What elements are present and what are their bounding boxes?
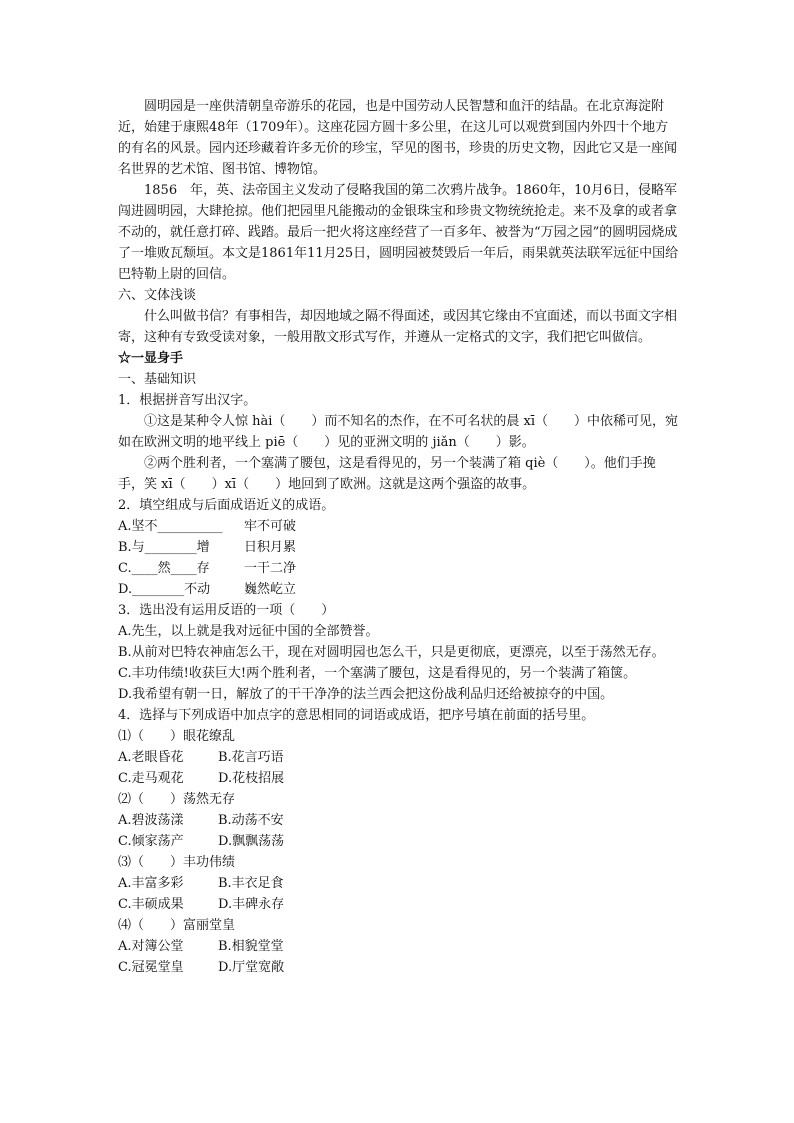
q4-group-2-row-1 bbox=[118, 810, 680, 831]
q1-title: 1．根据拼音写出汉字。 bbox=[118, 393, 257, 408]
q4-group-3-row-1 bbox=[118, 873, 680, 894]
q3-title: 3．选出没有运用反语的一项（ ） bbox=[118, 603, 335, 618]
q2-row-d-right: 巍然屹立 bbox=[244, 582, 297, 597]
q4-group-2-option-c: C.倾家荡产 bbox=[118, 834, 184, 849]
q4-group-2-option-d: D.飘飘荡荡 bbox=[218, 834, 285, 849]
q4-group-1-head: ⑴（ ）眼花缭乱 bbox=[118, 729, 236, 744]
q2-row-d bbox=[118, 579, 680, 600]
section-heading-show: ☆一显身手 bbox=[118, 351, 184, 366]
q1-item-2: ②两个胜利者，一个塞满了腰包，这是看得见的，另一个装满了箱 qiè（ ）。他们手挽手，笑 xī（ ）xī（ ）地回到了欧洲。这就是这两个强盗的故事。 bbox=[118, 456, 656, 492]
q4-group-2-option-b: B.动荡不安 bbox=[218, 813, 284, 828]
q4-group-1-option-b: B.花言巧语 bbox=[218, 750, 284, 765]
q4-group-1-row-2 bbox=[118, 768, 680, 789]
paragraph-intro: 圆明园是一座供清朝皇帝游乐的花园，也是中国劳动人民智慧和血汗的结晶。在北京海淀附近，始建于康熙48年（1709年）。这座花园方圆十多公里，在这儿可以观赏到国内外四十个地方的有名的风景。园内还珍藏着许多无价的珍宝，罕见的图书，珍贵的历史文物，因此它又是一座闻名世界的艺术馆、图书馆、博物馆。 bbox=[118, 99, 678, 177]
paragraph-letter-definition: 什么叫做书信？有事相告，却因地域之隔不得面述，或因其它缘由不宜面述，而以书面文字相寄，这种有专致受读对象，一般用散文形式写作，并遵从一定格式的文字，我们把它叫做信。 bbox=[118, 309, 678, 345]
q2-row-a-left: A.坚不__________ bbox=[118, 519, 223, 534]
q4-group-2-head: ⑵（ ）荡然无存 bbox=[118, 792, 236, 807]
document-page bbox=[118, 96, 680, 978]
q1-item-1: ①这是某种令人惊 hài（ ）而不知名的杰作，在不可名状的晨 xī（ ）中依稀可见，宛如在欧洲文明的地平线上 piē（ ）见的亚洲文明的 jiǎn（ ）影。 bbox=[118, 414, 679, 450]
q4-group-2-option-a: A.碧波荡漾 bbox=[118, 813, 184, 828]
q2-row-c bbox=[118, 558, 680, 579]
q2-row-b-right: 日积月累 bbox=[244, 540, 297, 555]
section-heading-basic: 一、基础知识 bbox=[118, 372, 197, 387]
q2-title: 2．填空组成与后面成语近义的成语。 bbox=[118, 498, 335, 513]
q4-group-3-option-c: C.丰硕成果 bbox=[118, 897, 184, 912]
q4-group-1-option-a: A.老眼昏花 bbox=[118, 750, 184, 765]
q4-group-4-option-c: C.冠冕堂皇 bbox=[118, 960, 184, 975]
q4-group-3-option-a: A.丰富多彩 bbox=[118, 876, 184, 891]
q3-option-c: C.丰功伟绩!收获巨大!两个胜利者，一个塞满了腰包，这是看得见的，另一个装满了箱箧。 bbox=[118, 666, 637, 681]
q4-group-3-row-2 bbox=[118, 894, 680, 915]
q4-group-1-option-c: C.走马观花 bbox=[118, 771, 184, 786]
q2-row-a-right: 牢不可破 bbox=[244, 519, 297, 534]
q3-option-b: B.从前对巴特农神庙怎么干，现在对圆明园也怎么干，只是更彻底，更漂亮，以至于荡然无存。 bbox=[118, 645, 665, 660]
q4-group-3-option-b: B.丰衣足食 bbox=[218, 876, 284, 891]
q4-group-1-row-1 bbox=[118, 747, 680, 768]
q4-group-4-option-a: A.对簿公堂 bbox=[118, 939, 184, 954]
q3-option-d: D.我希望有朝一日，解放了的干干净净的法兰西会把这份战利品归还给被掠夺的中国。 bbox=[118, 687, 614, 702]
q2-row-c-left: C.____然____存 bbox=[118, 561, 210, 576]
section-heading-style: 六、文体浅谈 bbox=[118, 288, 197, 303]
q4-group-4-head: ⑷（ ）富丽堂皇 bbox=[118, 918, 236, 933]
q2-row-c-right: 一干二净 bbox=[244, 561, 297, 576]
q4-title: 4．选择与下列成语中加点字的意思相同的词语或成语，把序号填在前面的括号里。 bbox=[118, 708, 595, 723]
q2-row-d-left: D.________不动 bbox=[118, 582, 211, 597]
q4-group-4-row-1 bbox=[118, 936, 680, 957]
q2-row-a bbox=[118, 516, 680, 537]
paragraph-history: 1856 年，英、法帝国主义发动了侵略我国的第二次鸦片战争。1860年，10月6日，侵略军闯进圆明园，大肆抢掠。他们把园里凡能搬动的金银珠宝和珍贵文物统统抢走。来不及拿的或者拿不动的，就任意打碎、践踏。最后一把火将这座经营了一百多年、被誉为“万园之园”的圆明园烧成了一堆败瓦颓垣。本文是1861年11月25日，圆明园被焚毁后一年后，雨果就英法联军远征中国给巴特勒上尉的回信。 bbox=[118, 183, 679, 282]
q4-group-4-option-d: D.厅堂宽敞 bbox=[218, 960, 285, 975]
q4-group-4-row-2 bbox=[118, 957, 680, 978]
q4-group-3-option-d: D.丰碑永存 bbox=[218, 897, 285, 912]
q4-group-4-option-b: B.相貌堂堂 bbox=[218, 939, 284, 954]
q4-group-2-row-2 bbox=[118, 831, 680, 852]
q4-group-3-head: ⑶（ ）丰功伟绩 bbox=[118, 855, 236, 870]
q2-row-b bbox=[118, 537, 680, 558]
q4-group-1-option-d: D.花枝招展 bbox=[218, 771, 285, 786]
q3-option-a: A.先生，以上就是我对远征中国的全部赞誉。 bbox=[118, 624, 379, 639]
q2-row-b-left: B.与________增 bbox=[118, 540, 210, 555]
